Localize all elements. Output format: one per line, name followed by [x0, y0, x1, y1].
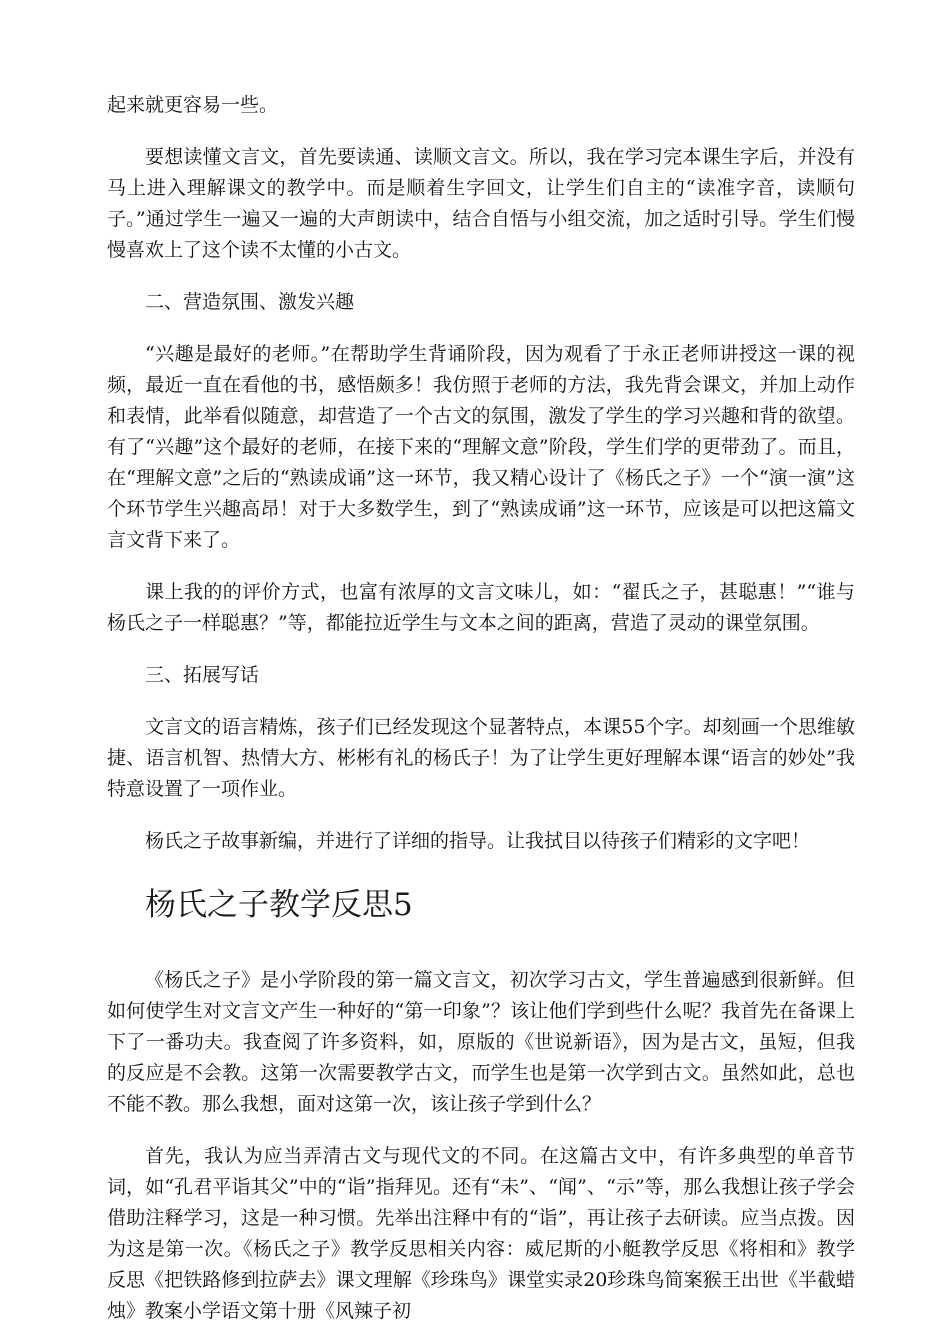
paragraph: 文言文的语言精炼，孩子们已经发现这个显著特点，本课55个字。却刻画一个思维敏捷、语言机智、热情大方、彬彬有礼的杨氏子！为了让学生更好理解本课“语言的妙处”我特意设置了一项作业。 [107, 716, 855, 800]
section-heading-atmosphere: 二、营造氛围、激发兴趣 [145, 291, 355, 313]
paragraph: 《杨氏之子》是小学阶段的第一篇文言文，初次学习古文，学生普遍感到很新鲜。但如何使学生对文言文产生一种好的“第一印象”？该让他们学到些什么呢？我首先在备课上下了一番功夫。我查阅了许多资料，如，原版的《世说新语》，因为是古文，虽短，但我的反应是不会教。这第一次需要教学古文，而学生也是第一次学到古文。虽然如此，总也不能不教。那么我想，面对这第一次，该让孩子学到什么？ [107, 969, 855, 1115]
article-heading: 杨氏之子教学反思5 [145, 887, 413, 923]
paragraph: 首先，我认为应当弄清古文与现代文的不同。在这篇古文中，有许多典型的单音节词，如“孔君平诣其父”中的“诣”指拜见。还有“未”、“闻”、“示”等，那么我想让孩子学会借助注释学习，这是一种习惯。先举出注释中有的“诣”，再让孩子去研读。应当点拨。因为这是第一次。《杨氏之子》教学反思相关内容：威尼斯的小艇教学反思《将相和》教学反思《把铁路修到拉萨去》课文理解《珍珠鸟》课堂实录20珍珠鸟简案猴王出世《半截蜡烛》教案小学语文第十册《风辣子初 [107, 1145, 855, 1322]
paragraph: 杨氏之子故事新编，并进行了详细的指导。让我拭目以待孩子们精彩的文字吧！ [145, 830, 811, 852]
paragraph: 课上我的的评价方式，也富有浓厚的文言文味儿，如：“翟氏之子，甚聪惠！”“谁与杨氏之子一样聪惠？”等，都能拉近学生与文本之间的距离，营造了灵动的课堂氛围。 [107, 581, 855, 634]
paragraph: 要想读懂文言文，首先要读通、读顺文言文。所以，我在学习完本课生字后，并没有马上进入理解课文的教学中。而是顺着生字回文，让学生们自主的“读准字音，读顺句子。”通过学生一遍又一遍的大声朗读中，结合自悟与小组交流，加之适时引导。学生们慢慢喜欢上了这个读不太懂的小古文。 [107, 146, 855, 261]
document-page [107, 90, 855, 1327]
paragraph-continuation: 起来就更容易一些。 [107, 94, 279, 116]
paragraph: “兴趣是最好的老师。”在帮助学生背诵阶段，因为观看了于永正老师讲授这一课的视频，最近一直在看他的书，感悟颇多！我仿照于老师的方法，我先背会课文，并加上动作和表情，此举看似随意，却营造了一个古文的氛围，激发了学生的学习兴趣和背的欲望。有了“兴趣”这个最好的老师，在接下来的“理解文意”阶段，学生们学的更带劲了。而且，在“理解文意”之后的“熟读成诵”这一环节，我又精心设计了《杨氏之子》一个“演一演”这个环节学生兴趣高昂！对于大多数学生，到了“熟读成诵”这一环节，应该是可以把这篇文言文背下来了。 [107, 343, 855, 551]
section-heading-writing: 三、拓展写话 [145, 664, 260, 686]
